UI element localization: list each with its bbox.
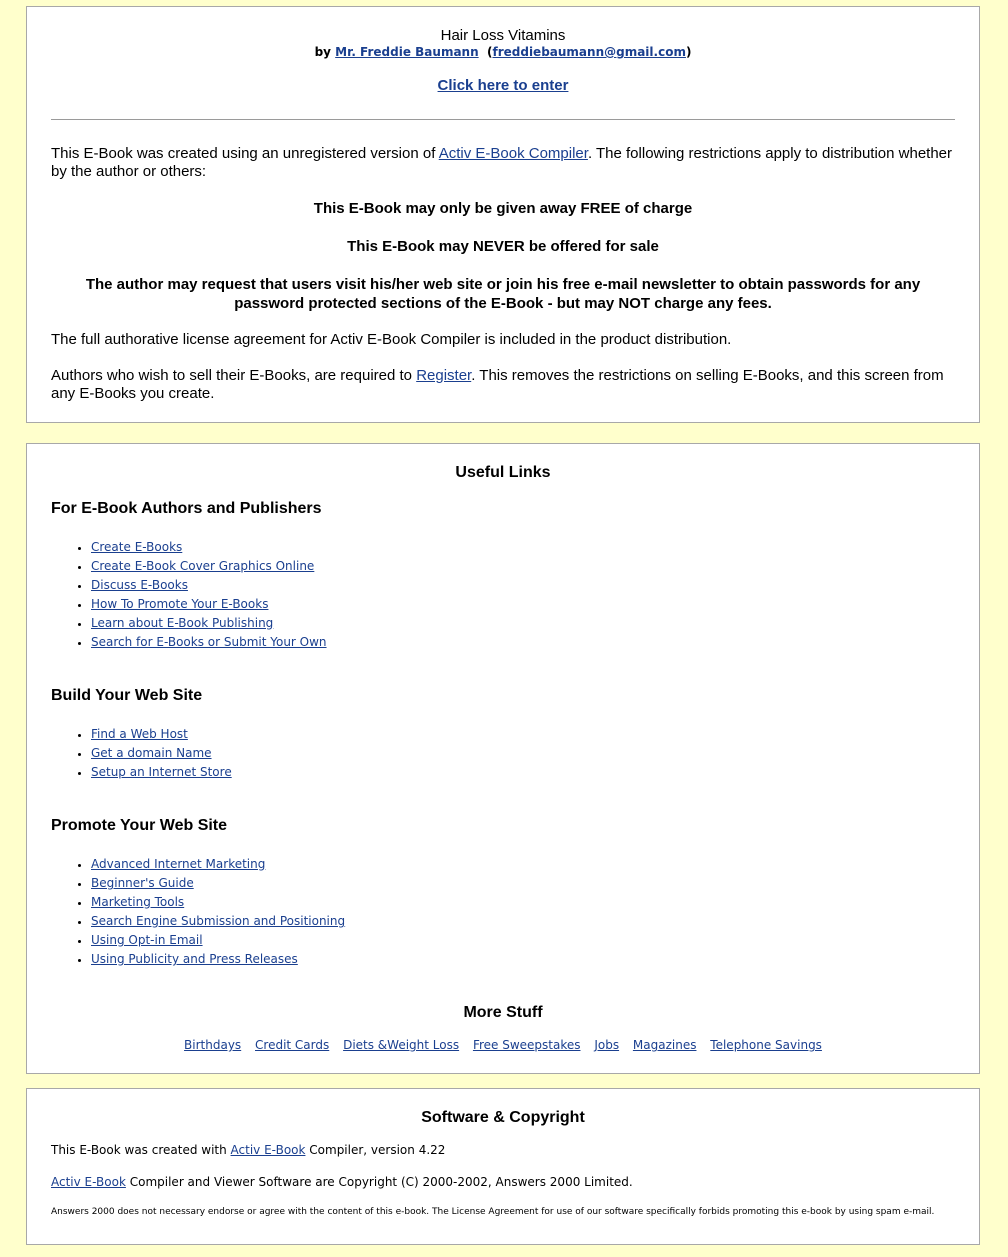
disclaimer: Answers 2000 does not necessary endorse or agree with the content of this e-book. The License Agreement for use of our software specifically forbids promoting this e-book by using spam e-mail. (51, 1207, 935, 1217)
link-opt-in-email[interactable]: Using Opt-in Email (91, 933, 203, 947)
section-title-promote: Promote Your Web Site (51, 817, 228, 834)
activ-ebook-link[interactable]: Activ E-Book (230, 1143, 306, 1157)
activ-ebook-link-2[interactable]: Activ E-Book (51, 1175, 126, 1189)
link-jobs[interactable]: Jobs (594, 1038, 620, 1052)
link-search-submit[interactable]: Search for E-Books or Submit Your Own (91, 635, 327, 649)
author-link[interactable]: Mr. Freddie Baumann (335, 45, 479, 59)
link-internet-store[interactable]: Setup an Internet Store (91, 765, 232, 779)
link-domain-name[interactable]: Get a domain Name (91, 746, 212, 760)
compiler-link[interactable]: Activ E-Book Compiler (438, 145, 588, 162)
intro-text: This E-Book was created using an unregistered version of (51, 145, 436, 162)
section-title-build: Build Your Web Site (51, 687, 203, 704)
useful-links-panel (26, 443, 980, 1074)
useful-links-heading: Useful Links (455, 464, 551, 481)
more-stuff-heading: More Stuff (463, 1004, 543, 1021)
list-item (91, 614, 955, 633)
link-create-ebooks[interactable]: Create E-Books (91, 540, 183, 554)
link-free-sweepstakes[interactable]: Free Sweepstakes (472, 1038, 581, 1052)
register-text: Authors who wish to sell their E-Books, are required to (51, 367, 413, 384)
list-item (91, 912, 955, 931)
list-item (91, 576, 955, 595)
list-item (91, 725, 955, 744)
more-stuff-links (51, 1038, 955, 1052)
license-paragraph: The full authorative license agreement for Activ E-Book Compiler is included in the product distribution. (51, 331, 732, 348)
authors-link-list (51, 538, 955, 652)
intro-text-after: . The following restrictions apply to distribution whether by the author or others: (51, 145, 953, 180)
created-with-line (51, 1142, 955, 1158)
list-item (91, 874, 955, 893)
link-marketing-tools[interactable]: Marketing Tools (91, 895, 185, 909)
link-discuss-ebooks[interactable]: Discuss E-Books (91, 578, 188, 592)
link-web-host[interactable]: Find a Web Host (91, 727, 188, 741)
restriction-passwords: The author may request that users visit his/her web site or join his free e-mail newsletter to obtain passwords for any password protected sections of the E-Book - but may NOT charge any fees. (85, 276, 921, 312)
ebook-title: Hair Loss Vitamins (440, 27, 566, 44)
link-beginners-guide[interactable]: Beginner's Guide (91, 876, 194, 890)
register-text-after: . This removes the restrictions on selling E-Books, and this screen from any E-Books you create. (51, 367, 944, 402)
section-title-authors: For E-Book Authors and Publishers (51, 500, 322, 517)
byline-prefix: by (314, 45, 331, 59)
software-heading: Software & Copyright (421, 1109, 585, 1126)
build-link-list (51, 725, 955, 782)
link-promote-ebooks[interactable]: How To Promote Your E-Books (91, 597, 269, 611)
copyright-text: Compiler and Viewer Software are Copyright (C) 2000-2002, Answers 2000 Limited. (129, 1175, 633, 1189)
register-paragraph (51, 367, 955, 403)
intro-paragraph (51, 145, 955, 181)
list-item (91, 744, 955, 763)
list-item (91, 931, 955, 950)
link-credit-cards[interactable]: Credit Cards (255, 1038, 330, 1052)
link-learn-publishing[interactable]: Learn about E-Book Publishing (91, 616, 274, 630)
list-item (91, 633, 955, 652)
list-item (91, 557, 955, 576)
restriction-free: This E-Book may only be given away FREE of charge (313, 200, 693, 217)
author-email-link[interactable]: freddiebaumann@gmail.com (492, 45, 686, 59)
list-item (91, 763, 955, 782)
link-birthdays[interactable]: Birthdays (184, 1038, 242, 1052)
list-item (91, 855, 955, 874)
link-telephone-savings[interactable]: Telephone Savings (710, 1038, 822, 1052)
copyright-line (51, 1174, 955, 1190)
enter-row (51, 77, 955, 95)
divider (51, 119, 955, 120)
link-advanced-marketing[interactable]: Advanced Internet Marketing (91, 857, 266, 871)
created-with-text: This E-Book was created with (51, 1143, 227, 1157)
byline: by Mr. Freddie Baumann (freddiebaumann@gmail.com) (314, 45, 692, 59)
link-diets-weight-loss[interactable]: Diets &Weight Loss (343, 1038, 460, 1052)
link-magazines[interactable]: Magazines (632, 1038, 697, 1052)
version-text: Compiler, version 4.22 (309, 1143, 446, 1157)
list-item (91, 950, 955, 969)
list-item (91, 595, 955, 614)
notice-panel (26, 6, 980, 423)
register-link[interactable]: Register (416, 367, 472, 384)
promote-link-list (51, 855, 955, 969)
enter-link[interactable]: Click here to enter (437, 77, 569, 94)
restriction-no-sale: This E-Book may NEVER be offered for sale (347, 238, 659, 255)
link-publicity[interactable]: Using Publicity and Press Releases (91, 952, 298, 966)
list-item (91, 538, 955, 557)
software-panel (26, 1088, 980, 1245)
list-item (91, 893, 955, 912)
link-cover-graphics[interactable]: Create E-Book Cover Graphics Online (91, 559, 315, 573)
link-search-engine[interactable]: Search Engine Submission and Positioning (91, 914, 346, 928)
